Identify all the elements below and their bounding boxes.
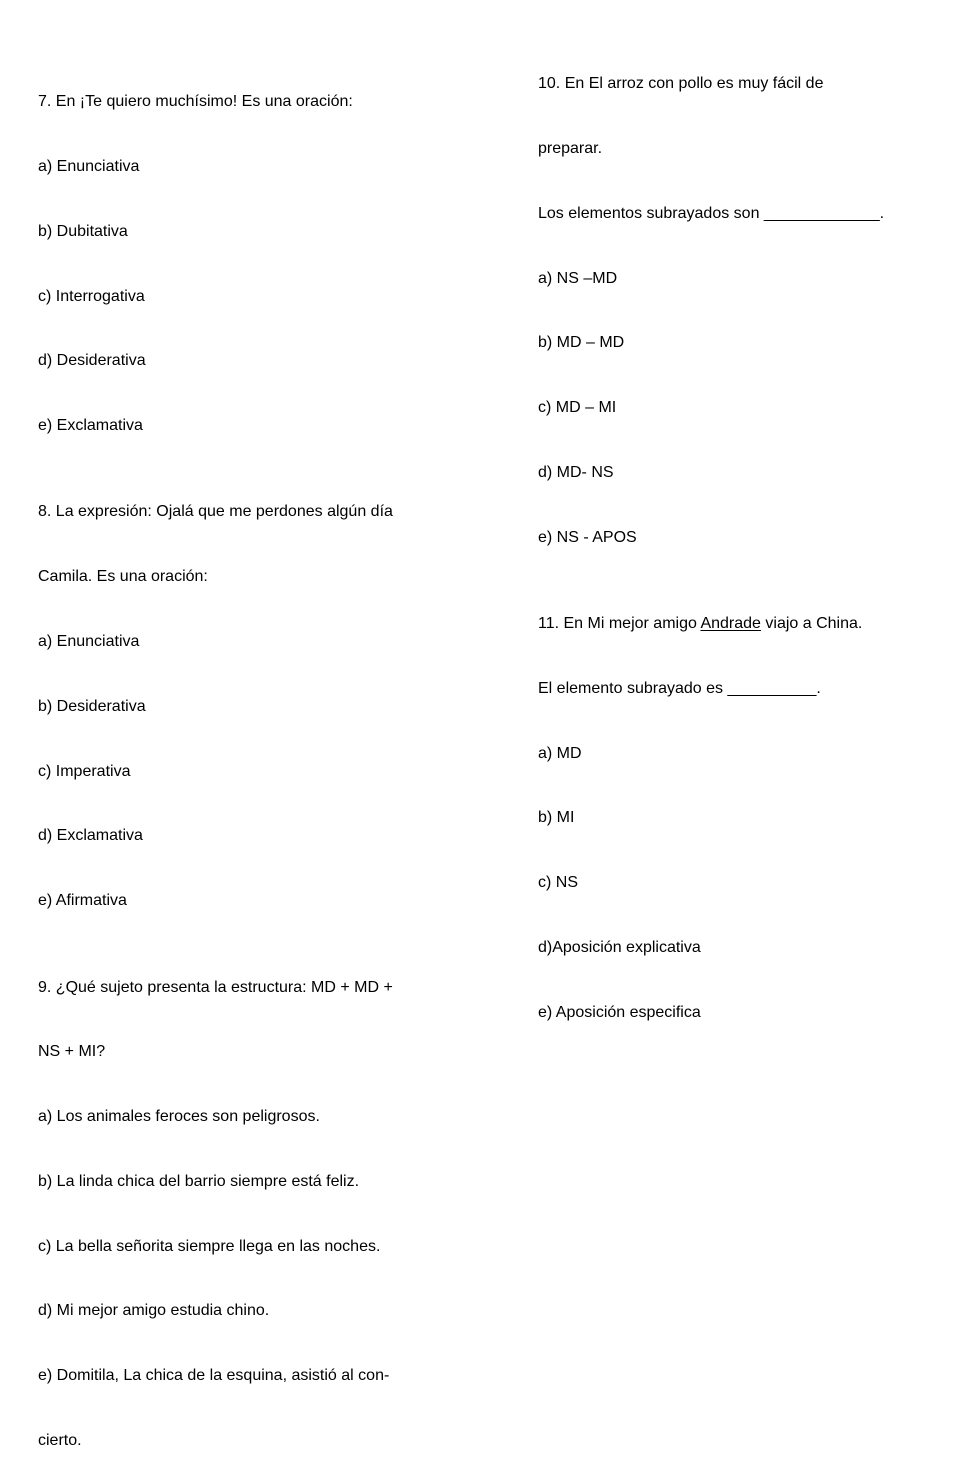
question-10-text-line3: Los elementos subrayados son _____________. [538, 204, 885, 222]
q10-option-b: b) MD – MD [538, 334, 625, 352]
question-11-text-line1 [538, 613, 948, 635]
q9-option-e-continued: cierto. [38, 1432, 82, 1449]
q10-option-c: c) MD – MI [538, 399, 617, 417]
q9-option-a: a) Los animales feroces son peligrosos. [38, 1108, 320, 1126]
q9-option-b: b) La linda chica del barrio siempre está feliz. [38, 1172, 360, 1190]
right-column [538, 30, 948, 1045]
q8-option-a: a) Enunciativa [38, 633, 140, 651]
q11-option-e: e) Aposición especifica [538, 1003, 701, 1021]
q7-option-e: e) Exclamativa [38, 417, 143, 435]
q9-option-d: d) Mi mejor amigo estudia chino. [38, 1302, 270, 1320]
q11-option-d: d)Aposición explicativa [538, 938, 701, 956]
q11-underlined-word: Andrade [700, 615, 761, 633]
q11-option-b: b) MI [538, 809, 575, 827]
question-11-text-line2: El elemento subrayado es __________. [538, 679, 821, 697]
q10-option-e: e) NS - APOS [538, 528, 637, 546]
question-7-text: 7. En ¡Te quiero muchísimo! Es una oración: [38, 93, 353, 111]
q8-option-b: b) Desiderativa [38, 697, 146, 715]
q8-option-e: e) Afirmativa [38, 892, 127, 910]
q8-option-d: d) Exclamativa [38, 827, 143, 845]
q8-option-c: c) Imperativa [38, 762, 131, 780]
question-10-text-line1: 10. En El arroz con pollo es muy fácil de [538, 75, 824, 93]
left-column [38, 48, 448, 1473]
q7-option-a: a) Enunciativa [38, 157, 140, 175]
q7-option-c: c) Interrogativa [38, 287, 145, 305]
question-9-text-line1: 9. ¿Qué sujeto presenta la estructura: MD + MD + [38, 978, 393, 996]
q11-option-c: c) NS [538, 874, 578, 892]
q11-text-pre: 11. En Mi mejor amigo [538, 615, 701, 633]
q9-option-c: c) La bella señorita siempre llega en las noches. [38, 1237, 381, 1255]
q7-option-d: d) Desiderativa [38, 352, 146, 370]
q10-option-d: d) MD- NS [538, 463, 614, 481]
question-8-text-line1: 8. La expresión: Ojalá que me perdones algún día [38, 503, 393, 521]
question-10-text-line2: preparar. [538, 139, 603, 157]
q11-option-a: a) MD [538, 744, 582, 762]
question-9-text-line2: NS + MI? [38, 1043, 106, 1061]
q7-option-b: b) Dubitativa [38, 222, 128, 240]
q11-text-post: viajo a China. [760, 615, 863, 633]
question-8-text-line2: Camila. Es una oración: [38, 568, 208, 586]
q9-option-e: e) Domitila, La chica de la esquina, asistió al con- [38, 1367, 390, 1385]
q10-option-a: a) NS –MD [538, 269, 618, 287]
